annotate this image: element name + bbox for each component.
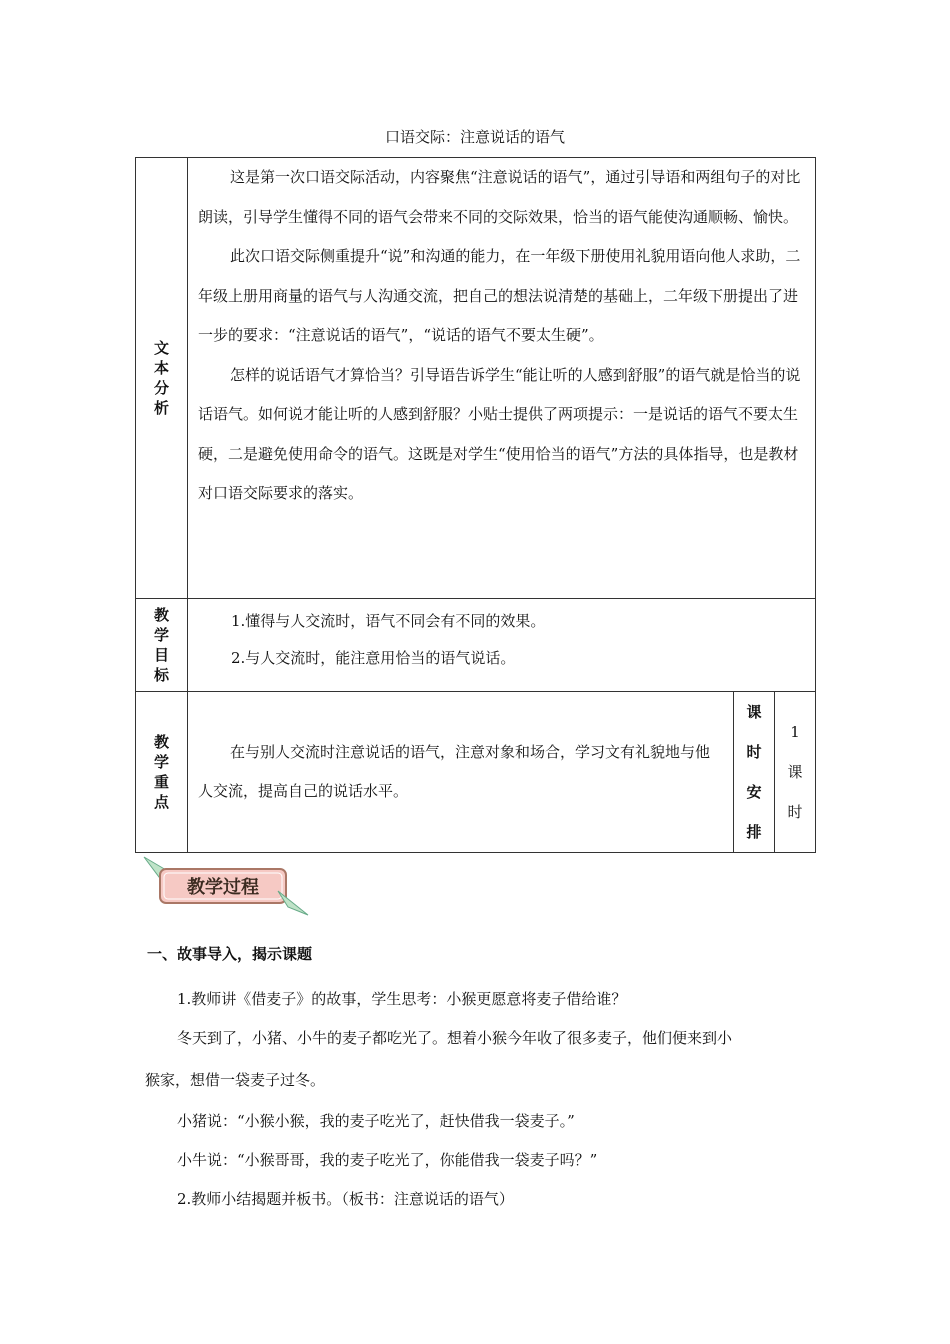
section-body <box>145 980 815 1219</box>
goals-content <box>188 599 816 692</box>
goal-item: 2.与人交流时，能注意用恰当的语气说话。 <box>231 649 516 667</box>
schedule-value-cell <box>775 692 816 853</box>
analysis-paragraph: 此次口语交际侧重提升“说”和沟通的能力，在一年级下册使用礼貌用语向他人求助，二年级上册用商量的语气与人沟通交流，把自己的想法说清楚的基础上，二年级下册提出了进一步的要求：“注意说话的语气”，“说话的语气不要太生硬”。 <box>198 247 801 344</box>
body-line: 小猪说：“小猴小猴，我的麦子吃光了，赶快借我一袋麦子。” <box>177 1112 575 1130</box>
focus-content <box>188 692 734 853</box>
schedule-value: 1课时 <box>787 723 803 821</box>
goals-row <box>136 599 816 692</box>
body-line: 冬天到了，小猪、小牛的麦子都吃光了。想着小猴今年收了很多麦子，他们便来到小 <box>177 1029 733 1047</box>
focus-label: 教学重点 <box>153 733 169 811</box>
goal-item: 1.懂得与人交流时，语气不同会有不同的效果。 <box>231 612 546 630</box>
schedule-label: 课时安排 <box>746 703 762 841</box>
body-line: 1.教师讲《借麦子》的故事，学生思考：小猴更愿意将麦子借给谁？ <box>177 990 627 1008</box>
focus-label-cell <box>136 692 188 853</box>
goals-label-cell <box>136 599 188 692</box>
body-line: 猴家，想借一袋麦子过冬。 <box>145 1071 326 1089</box>
analysis-paragraph: 怎样的说话语气才算恰当？引导语告诉学生“能让听的人感到舒服”的语气就是恰当的说话语气。如何说才能让听的人感到舒服？小贴士提供了两项提示：一是说话的语气不要太生硬，二是避免使用命令的语气。这既是对学生“使用恰当的语气”方法的具体指导，也是教材对口语交际要求的落实。 <box>198 365 801 502</box>
lesson-plan-table <box>135 157 816 853</box>
analysis-content <box>188 158 816 599</box>
schedule-label-cell <box>734 692 775 853</box>
document-title: 口语交际：注意说话的语气 <box>384 128 565 146</box>
section-heading: 一、故事导入，揭示课题 <box>147 945 313 963</box>
analysis-row <box>136 158 816 599</box>
analysis-label-cell <box>136 158 188 599</box>
focus-row <box>136 692 816 853</box>
goals-label: 教学目标 <box>153 606 169 684</box>
body-line: 2.教师小结揭题并板书。（板书：注意说话的语气） <box>177 1190 514 1208</box>
teaching-process-banner <box>142 855 312 919</box>
analysis-label: 文本分析 <box>153 339 169 417</box>
analysis-paragraph: 这是第一次口语交际活动，内容聚焦“注意说话的语气”，通过引导语和两组句子的对比朗读，引导学生懂得不同的语气会带来不同的交际效果，恰当的语气能使沟通顺畅、愉快。 <box>198 168 801 226</box>
banner-label: 教学过程 <box>187 877 259 898</box>
focus-text: 在与别人交流时注意说话的语气，注意对象和场合，学习文有礼貌地与他人交流，提高自己的说话水平。 <box>198 742 711 800</box>
body-line: 小牛说：“小猴哥哥，我的麦子吃光了，你能借我一袋麦子吗？” <box>177 1151 598 1169</box>
banner-graphic <box>142 855 312 919</box>
